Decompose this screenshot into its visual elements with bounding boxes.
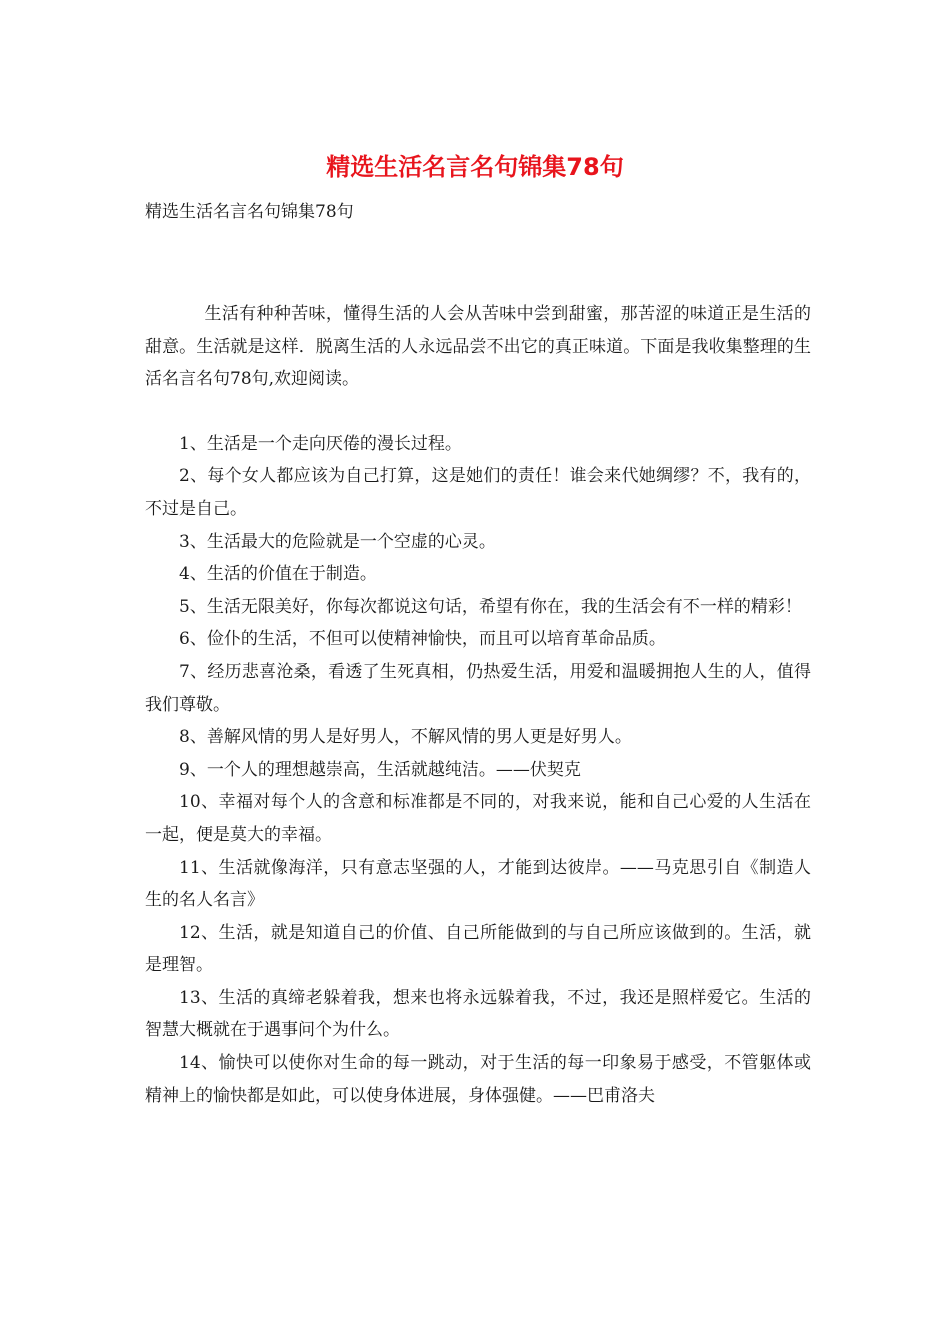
quote-item: 3、生活最大的危险就是一个空虚的心灵。 <box>179 531 496 552</box>
quote-item: 8、善解风情的男人是好男人，不解风情的男人更是好男人。 <box>179 727 632 748</box>
quote-item: 9、一个人的理想越崇高，生活就越纯洁。——伏契克 <box>179 759 581 780</box>
intro-paragraph: 生活有种种苦味，懂得生活的人会从苦味中尝到甜蜜，那苦涩的味道正是生活的甜意。生活就是这样．脱离生活的人永远品尝不出它的真正味道。下面是我收集整理的生活名言名句78句,欢迎阅读。 <box>145 304 811 390</box>
quote-item: 10、幸福对每个人的含意和标准都是不同的，对我来说，能和自己心爱的人生活在一起，便是莫大的幸福。 <box>145 792 811 845</box>
document-subtitle: 精选生活名言名句锦集78句 <box>145 202 354 222</box>
quote-item: 13、生活的真缔老躲着我，想来也将永远躲着我，不过，我还是照样爱它。生活的智慧大概就在于遇事问个为什么。 <box>145 987 811 1041</box>
quote-item: 4、生活的价值在于制造。 <box>179 564 377 585</box>
document-body <box>145 298 811 1112</box>
quote-item: 2、每个女人都应该为自己打算，这是她们的责任！谁会来代她绸缪？不，我有的，不过是自己。 <box>145 466 811 519</box>
quote-item: 6、俭仆的生活，不但可以使精神愉快，而且可以培育革命品质。 <box>179 629 666 650</box>
document-title: 精选生活名言名句锦集78句 <box>326 153 624 181</box>
quote-item: 5、生活无限美好，你每次都说这句话，希望有你在，我的生活会有不一样的精彩！ <box>179 596 802 617</box>
quote-item: 1、生活是一个走向厌倦的漫长过程。 <box>179 433 462 454</box>
quote-item: 12、生活，就是知道自己的价值、自己所能做到的与自己所应该做到的。生活，就是理智。 <box>145 922 811 976</box>
quote-item: 11、生活就像海洋，只有意志坚强的人，才能到达彼岸。——马克思引自《制造人生的名人名言》 <box>145 857 811 911</box>
quote-item: 7、经历悲喜沧桑，看透了生死真相，仍热爱生活，用爱和温暖拥抱人生的人，值得我们尊敬。 <box>145 661 811 715</box>
quote-item: 14、愉快可以使你对生命的每一跳动，对于生活的每一印象易于感受，不管躯体或精神上的愉快都是如此，可以使身体进展，身体强健。——巴甫洛夫 <box>145 1053 811 1106</box>
